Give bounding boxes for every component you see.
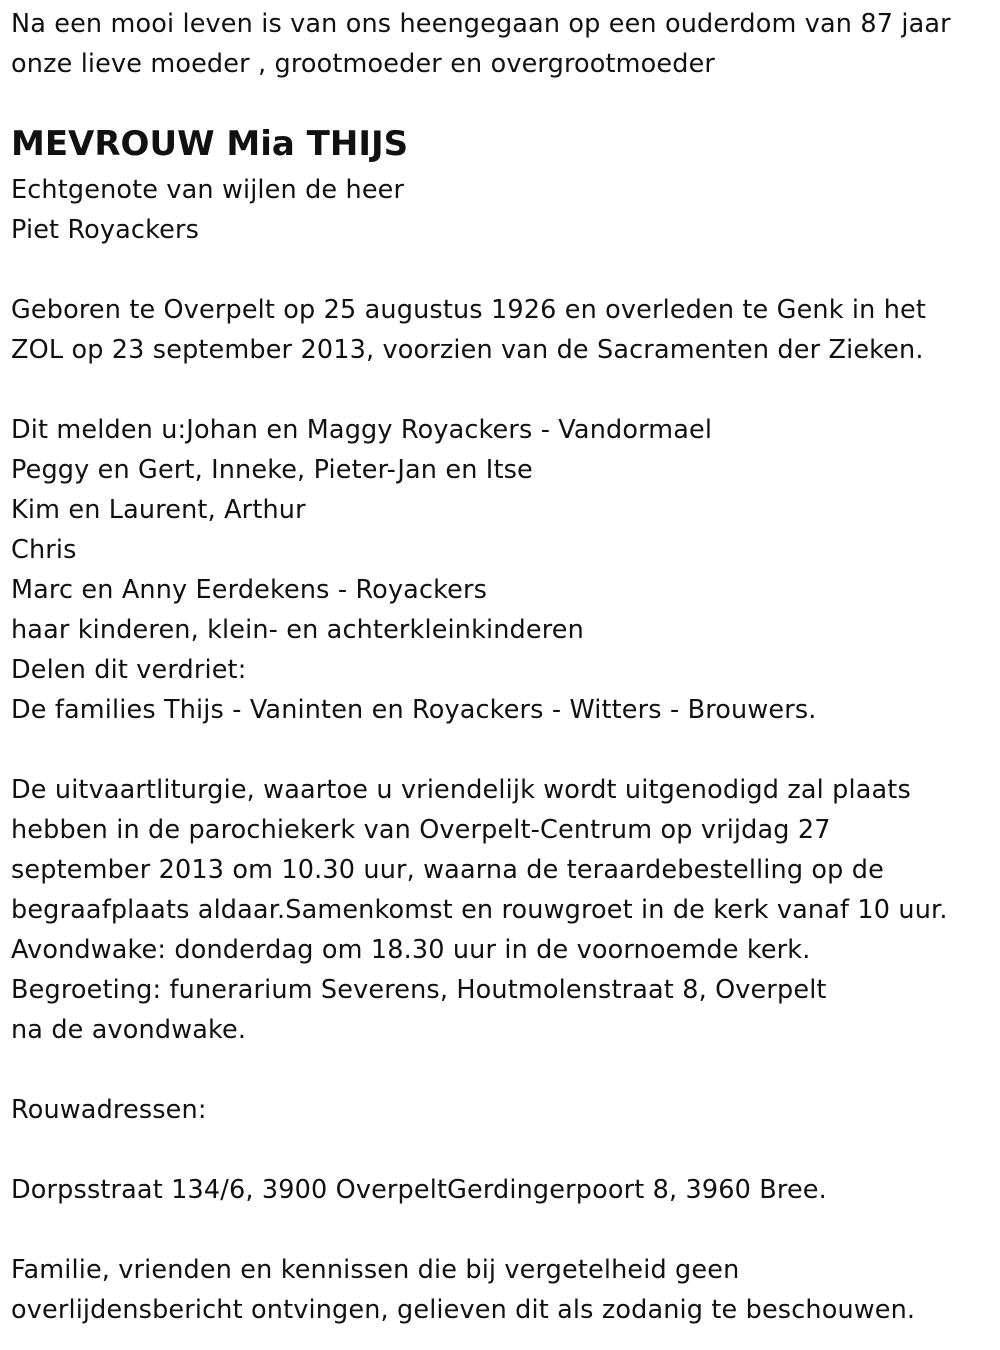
addresses-label: Rouwadressen: xyxy=(11,1095,207,1125)
family-line: Dit melden u:Johan en Maggy Royackers - Vandormael xyxy=(11,415,713,445)
spacer xyxy=(11,1050,996,1090)
family-line: Chris xyxy=(11,535,77,565)
family-line: Marc en Anny Eerdekens - Royackers xyxy=(11,575,488,605)
funeral-line: september 2013 om 10.30 uur, waarna de teraardebestelling op de xyxy=(11,855,884,885)
family-section xyxy=(11,410,996,730)
closing-line: overlijdensbericht ontvingen, gelieven dit als zodanig te beschouwen. xyxy=(11,1295,916,1325)
spacer xyxy=(11,370,996,410)
intro-section xyxy=(11,4,996,84)
spacer xyxy=(11,1130,996,1170)
obituary-notice xyxy=(11,4,996,1330)
funeral-line: Avondwake: donderdag om 18.30 uur in de voornoemde kerk. xyxy=(11,935,811,965)
birth-death-line: ZOL op 23 september 2013, voorzien van de Sacramenten der Zieken. xyxy=(11,335,924,365)
family-line: Peggy en Gert, Inneke, Pieter-Jan en Itse xyxy=(11,455,533,485)
intro-line: onze lieve moeder , grootmoeder en overgrootmoeder xyxy=(11,49,716,79)
family-line: De families Thijs - Vaninten en Royackers - Witters - Brouwers. xyxy=(11,695,817,725)
birth-death-section xyxy=(11,290,996,370)
spouse-section xyxy=(11,170,996,250)
funeral-line: na de avondwake. xyxy=(11,1015,247,1045)
birth-death-line: Geboren te Overpelt op 25 augustus 1926 en overleden te Genk in het xyxy=(11,295,926,325)
closing-line: Familie, vrienden en kennissen die bij vergetelheid geen xyxy=(11,1255,740,1285)
addresses-line: Dorpsstraat 134/6, 3900 OverpeltGerdingerpoort 8, 3960 Bree. xyxy=(11,1175,827,1205)
intro-line: Na een mooi leven is van ons heengegaan op een ouderdom van 87 jaar xyxy=(11,9,951,39)
family-line: Kim en Laurent, Arthur xyxy=(11,495,306,525)
closing-section xyxy=(11,1250,996,1330)
deceased-name: MEVROUW Mia THIJS xyxy=(11,124,409,164)
spacer xyxy=(11,250,996,290)
funeral-line: Begroeting: funerarium Severens, Houtmolenstraat 8, Overpelt xyxy=(11,975,827,1005)
spacer xyxy=(11,1210,996,1250)
funeral-line: begraafplaats aldaar.Samenkomst en rouwgroet in de kerk vanaf 10 uur. xyxy=(11,895,948,925)
family-line: haar kinderen, klein- en achterkleinkinderen xyxy=(11,615,584,645)
funeral-line: De uitvaartliturgie, waartoe u vriendelijk wordt uitgenodigd zal plaats xyxy=(11,775,911,805)
spouse-line: Echtgenote van wijlen de heer xyxy=(11,175,405,205)
spacer xyxy=(11,730,996,770)
spouse-line: Piet Royackers xyxy=(11,215,200,245)
funeral-line: hebben in de parochiekerk van Overpelt-Centrum op vrijdag 27 xyxy=(11,815,831,845)
family-line: Delen dit verdriet: xyxy=(11,655,247,685)
funeral-section xyxy=(11,770,996,1050)
